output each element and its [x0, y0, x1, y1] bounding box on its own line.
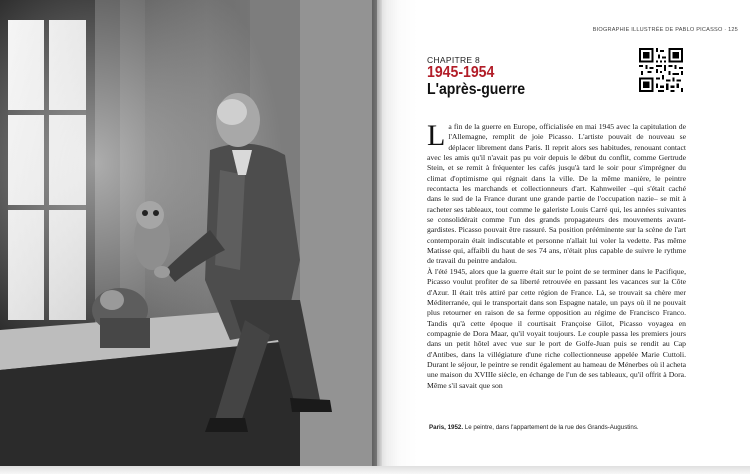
caption-place-date: Paris, 1952.	[429, 424, 464, 431]
running-head: BIOGRAPHIE ILLUSTRÉE DE PABLO PICASSO · 125	[592, 27, 738, 33]
qr-code-icon[interactable]	[639, 48, 683, 92]
photo-caption	[429, 424, 639, 431]
paragraph: a fin de la guerre en Europe, officialisée en mai 1945 avec la capitulation de l'Allemagne, remplit de joie Picasso. L'artiste pouvait de nouveau se déplacer librement dans Paris. Il reprit alors ses habitudes, renouant contact avec les amis qu'il n'avait pas pu voir depuis le début du conflit, comme Gertrude Stein, et se remit à fréquenter les cafés jusqu'à tard le soir pour s'imprégner du climat d'optimisme qui régnait dans la ville. De la même manière, le peintre recontacta les marchands et collectionneurs d'art. Kahnweiler –qui s'était caché dans le sud de la France durant une grande partie de l'occupation nazie– se mit à racheter ses tableaux, tout comme le galeriste Louis Carré qui, les années suivantes se consolidérait comme l'un des grands propagateurs des mouvements avant-gardistes. Picasso pouvait être rassuré. Sa position prééminente sur la scène de l'art contemporain était indiscutable et personne n'allait lui voler la vedette. Pas même Matisse qui, affaibli du haut de ses 74 ans, n'était plus capable de suivre le rythme de travail du peintre andalou.	[427, 122, 686, 266]
gutter-shadow	[372, 0, 382, 474]
paragraph: À l'été 1945, alors que la guerre était sur le point de se terminer dans le Pacifique, Picasso voulut profiter de sa liberté retrouvée en passant les vacances sur la Côte d'Azur. Il était très attiré par cette région de France. Là, se trouvait sa chère mer Méditerranée, qui le transportait dans son Espagne natale, un pays où il ne pouvait plus retourner en raison de sa ferme opposition au régime de Francisco Franco. Tandis qu'à cette époque il courtisait Françoise Gilot, Picasso voyagea en compagnie de Dora Maar, qu'il voyait toujours. Le couple passa les premiers jours dans un petit hôtel avec vue sur le port de Golfe-Juan puis se rendit au Cap d'Antibes, dans la villégiature d'une riche collectionneuse appelée Marie Cuttoli. Durant le séjour, le peintre se rendit également au hameau de Ménerbes où il acheta une maison du XVIIIe siècle, en échange de l'un de ses tableaux, qu'il offrit à Dora. Même s'il savait que son	[427, 266, 686, 390]
chapter-label: CHAPITRE 8	[427, 55, 481, 65]
page-edge	[0, 466, 750, 474]
article-body	[427, 119, 686, 391]
chapter-title: L'après-guerre	[427, 81, 526, 98]
right-page	[377, 0, 750, 474]
caption-text: Le peintre, dans l'appartement de la rue des Grands-Augustins.	[463, 424, 639, 431]
chapter-years: 1945-1954	[427, 64, 495, 81]
drop-cap: L	[427, 119, 446, 152]
photograph	[0, 0, 377, 466]
